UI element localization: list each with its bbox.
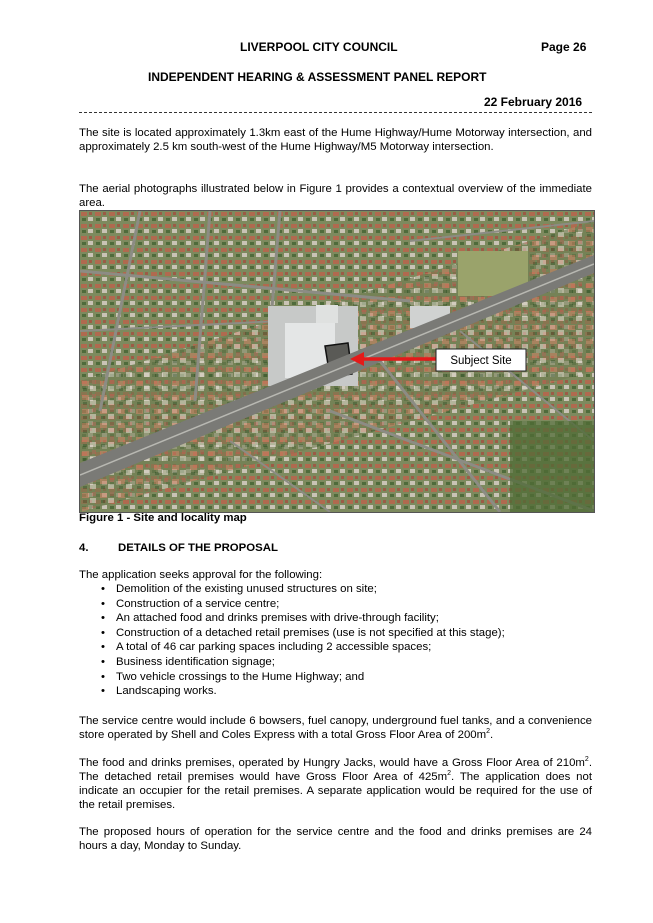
report-title: INDEPENDENT HEARING & ASSESSMENT PANEL REPORT <box>148 70 487 84</box>
list-item <box>79 670 505 685</box>
food-premises-text-2: . The detached retail premises would have Gross Floor Area of 425m <box>79 757 592 783</box>
superscript: 2 <box>486 728 491 736</box>
aerial-photo-graphic <box>80 211 594 512</box>
page-number: Page 26 <box>541 40 587 54</box>
intro-paragraph-aerial: The aerial photographs illustrated below in Figure 1 provides a contextual overview of the immediate area. <box>79 183 592 209</box>
bullet-glyph: • <box>101 670 105 683</box>
figure-caption: Figure 1 - Site and locality map <box>79 512 247 524</box>
bullet-glyph: • <box>101 685 105 698</box>
list-item-text: Construction of a detached retail premises (use is not specified at this stage); <box>116 626 505 639</box>
proposal-list <box>79 582 505 699</box>
list-item <box>79 640 505 655</box>
aerial-locality-map <box>79 210 595 513</box>
superscript: 2 <box>584 756 589 764</box>
proposal-lead: The application seeks approval for the following: <box>79 569 323 581</box>
list-item <box>79 626 505 641</box>
list-item <box>79 684 505 699</box>
hours-paragraph: The proposed hours of operation for the service centre and the food and drinks premises are 24 hours a day, Monday to Sunday. <box>79 826 592 852</box>
list-item-text: Construction of a service centre; <box>116 597 280 610</box>
list-item <box>79 597 505 612</box>
council-name: LIVERPOOL CITY COUNCIL <box>240 40 398 54</box>
section-heading: DETAILS OF THE PROPOSAL <box>118 542 278 554</box>
food-premises-text-1: The food and drinks premises, operated by Hungry Jacks, would have a Gross Floor Area of 210m <box>79 757 585 769</box>
bullet-glyph: • <box>101 626 105 639</box>
service-centre-text-end: . <box>490 729 494 741</box>
subject-site-label: Subject Site <box>450 355 512 367</box>
list-item <box>79 655 505 670</box>
intro-paragraph-location: The site is located approximately 1.3km east of the Hume Highway/Hume Motorway intersection, and approximately 2.5 km south-west of the Hume Highway/M5 Motorway intersection. <box>79 127 592 153</box>
list-item-text: Two vehicle crossings to the Hume Highway; and <box>116 670 365 683</box>
service-centre-text: The service centre would include 6 bowsers, fuel canopy, underground fuel tanks, and a convenience store operated by Shell and Coles Express with a total Gross Floor Area of 200m <box>79 715 592 741</box>
list-item <box>79 582 505 597</box>
list-item-text: An attached food and drinks premises with drive-through facility; <box>116 612 439 625</box>
superscript: 2 <box>447 770 452 778</box>
header-divider <box>79 112 592 113</box>
food-premises-paragraph <box>79 756 592 812</box>
list-item <box>79 611 505 626</box>
section-number: 4. <box>79 542 89 554</box>
bullet-glyph: • <box>101 655 105 668</box>
bullet-glyph: • <box>101 597 105 610</box>
service-centre-paragraph <box>79 714 592 742</box>
bullet-glyph: • <box>101 612 105 625</box>
food-premises-text-3: . The application does not indicate an occupier for the retail premises. A separate application would be required for the use of the retail premises. <box>79 771 592 811</box>
bullet-glyph: • <box>101 583 105 595</box>
list-item-text: A total of 46 car parking spaces including 2 accessible spaces; <box>116 641 432 654</box>
list-item-text: Business identification signage; <box>116 655 275 668</box>
report-date: 22 February 2016 <box>484 95 583 109</box>
list-item-text: Landscaping works. <box>116 685 217 698</box>
bullet-glyph: • <box>101 641 105 654</box>
list-item-text: Demolition of the existing unused structures on site; <box>116 583 377 595</box>
